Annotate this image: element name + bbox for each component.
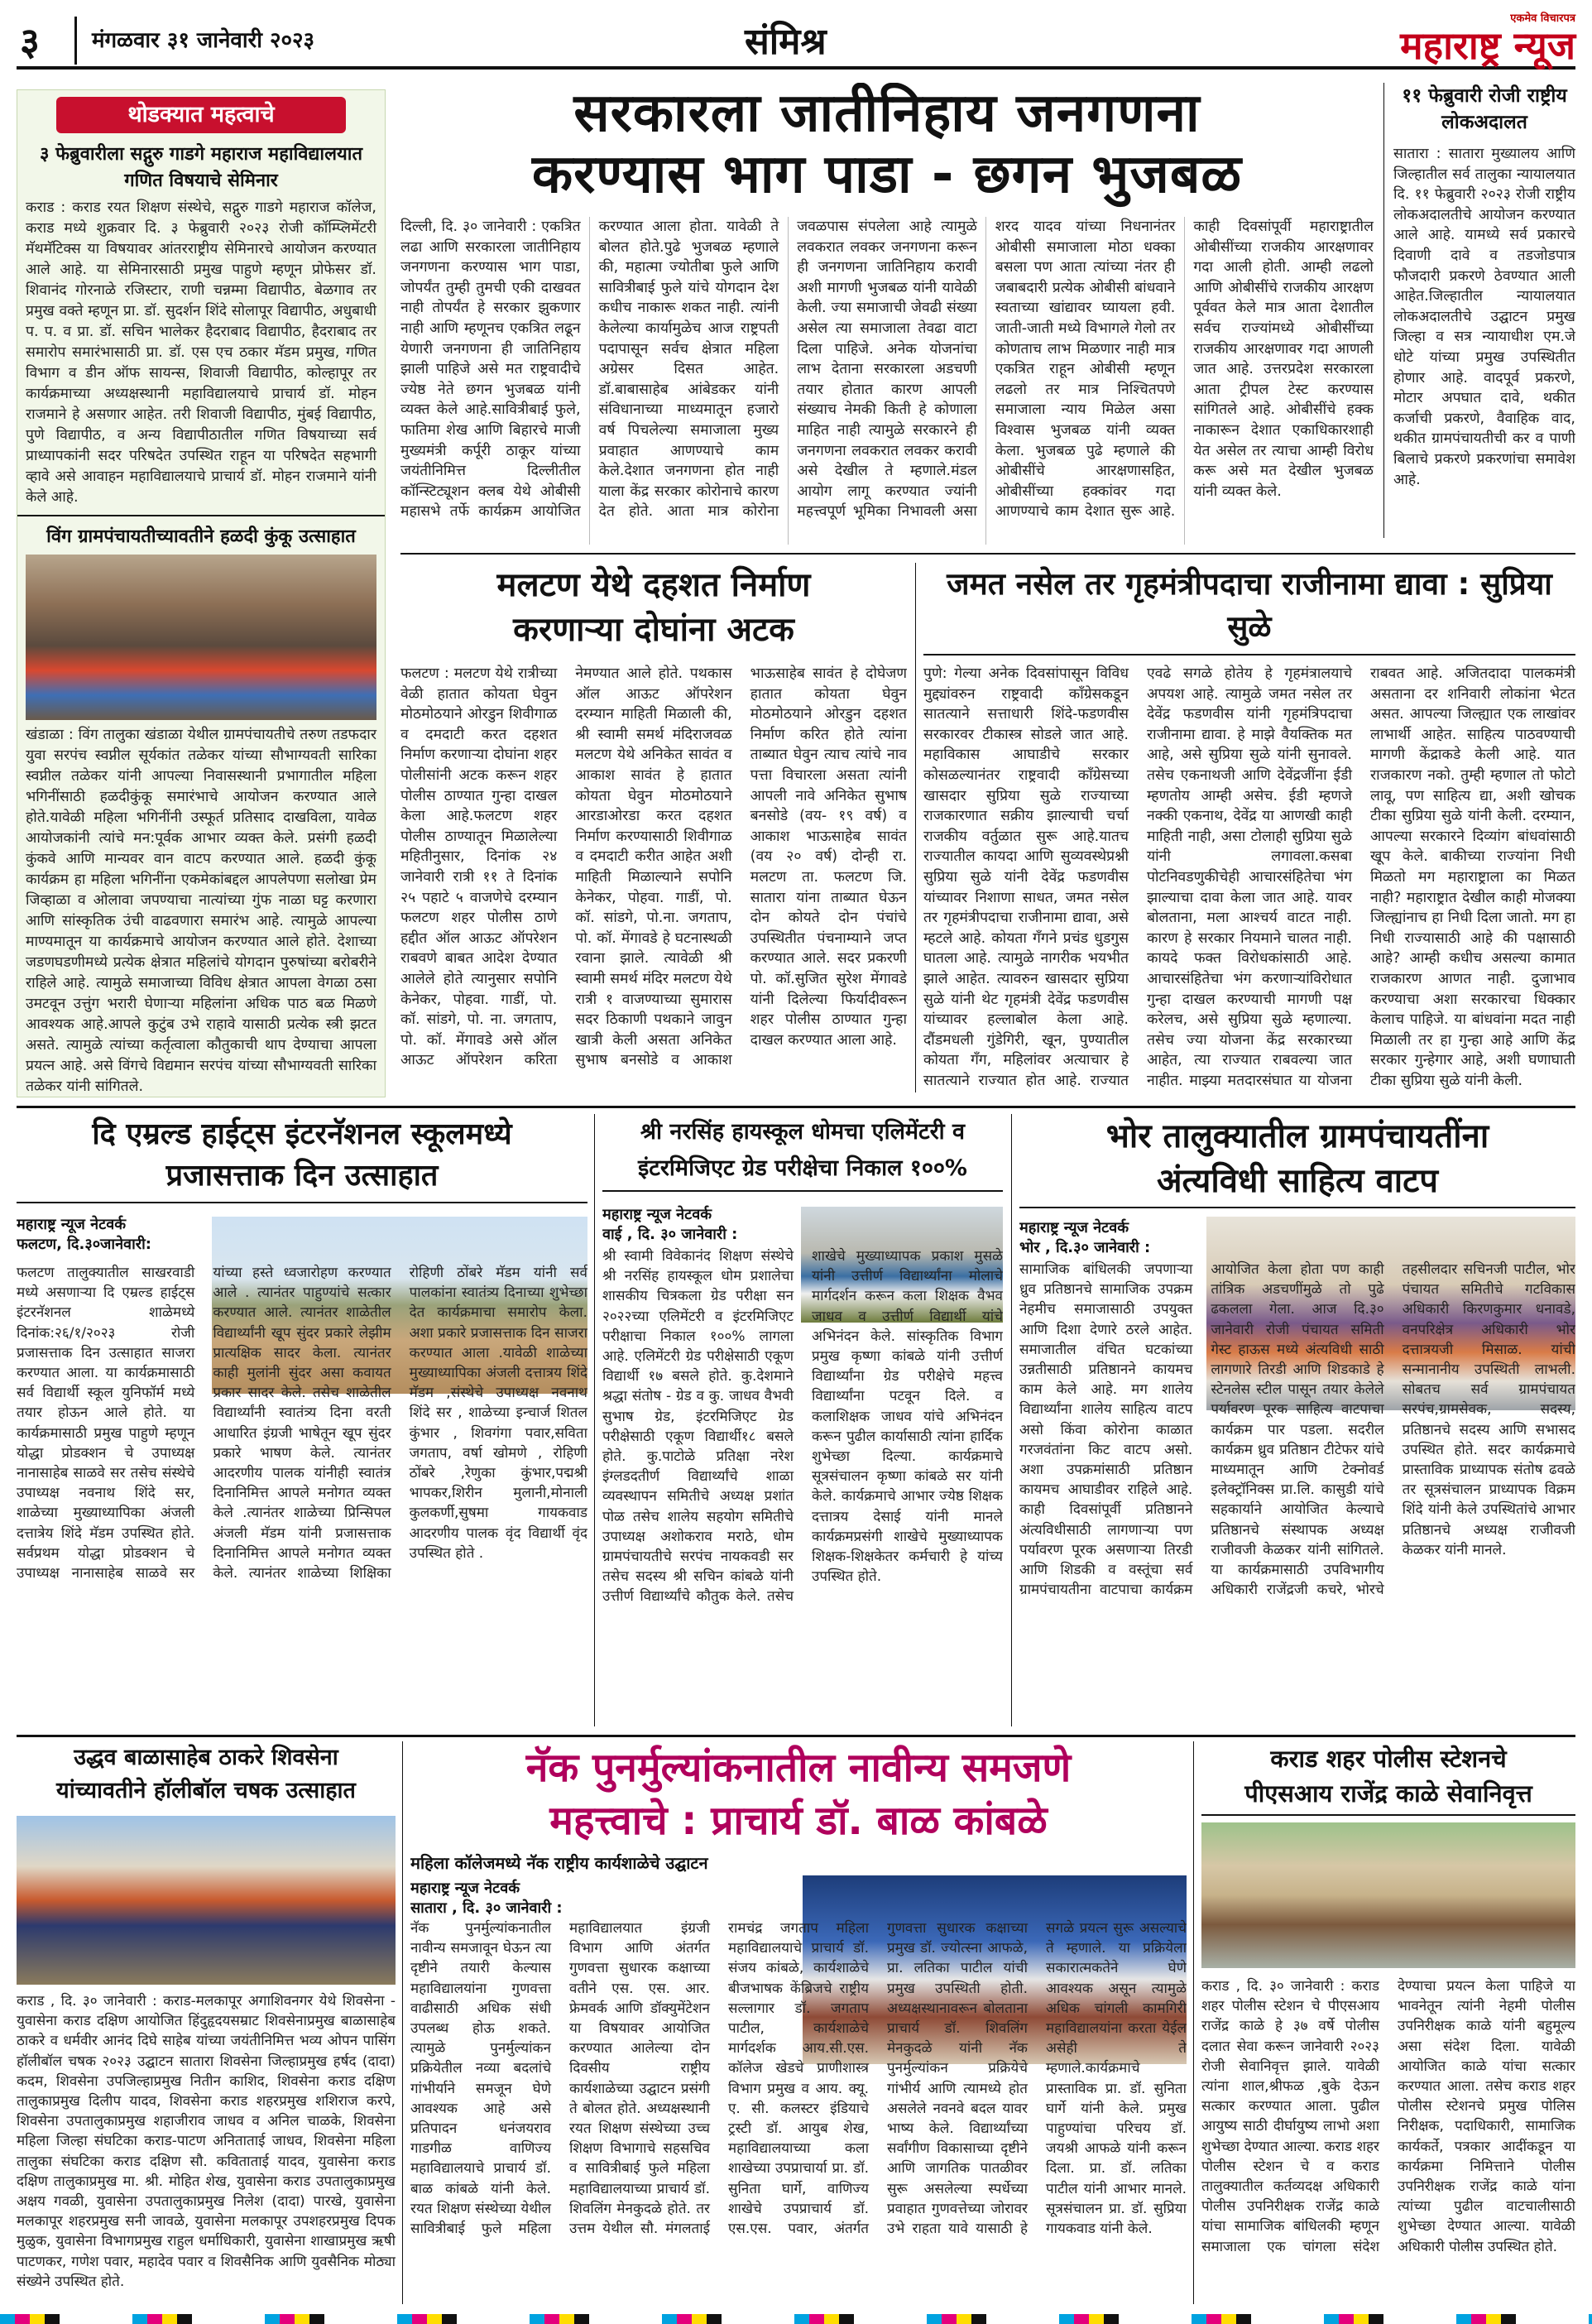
color-registration-bar (0, 2314, 1592, 2324)
uddhav-body: कराड , दि. ३० जानेवारी : कराड-मलकापूर अगाशिवनगर येथे शिवसेना - युवासेना कराड दक्षिण आयोजित हिंदुहृदयसम्राट शिवसेनाप्रमुख बाळासाहेब ठाकरे व धर्मवीर आनंद दिघे साहेब यांच्या जयंतीनिमित्त भव्य ओपन पासिंग हॉलीबॉल चषक २०२३ उद्घाटन सातारा शिवसेना जिल्हाप्रमुख हर्षद (दादा) कदम, शिवसेना उपजिल्हाप्रमुख नितीन काशिद, शिवसेना कराड दक्षिण तालुकाप्रमुख दिलीप यादव, शिवसेना कराड शहरप्रमुख शशिराज करपे, शिवसेना उपतालुकाप्रमुख शहाजीराव जाधव व अनिल चाळके, शिवसेना महिला जिल्हा संघटिका कराड-पाटण अनिताताई जाधव, शिवसेना महिला तालुका संघटिका कराड दक्षिण सौ. कविताताई यादव, युवासेना कराड दक्षिण तालुकाप्रमुख मा. श्री. मोहित शेख, युवासेना कराड उपतालुकाप्रमुख अक्षय गवळी, युवासेना उपतालुकाप्रमुख निलेश (दादा) पारखे, युवासेना मलकापूर शहरप्रमुख सनी जावळे, युवासेना मलकापूर उपशहरप्रमुख दिपक मुळुक, युवासेना विभागप्रमुख राहुल धर्माधिकारी, युवासेना शाखाप्रमुख ऋषी पाटणकर, गणेश पवार, महादेव पवार व शिवसैनिक आणि युवसैनिक मोठ्या संख्येने उपस्थित होते. (17, 1993, 396, 2290)
lokadalat-body: सातारा : सातारा मुख्यालय आणि जिल्हातील सर्व तालुका न्यायालयात दि. ११ फेब्रुवारी २०२३ रोजी राष्ट्रीय लोकअदालतीचे आयोजन करण्यात आले आहे. यामध्ये सर्व प्रकारचे दिवाणी दावे व तडजोडपात्र फौजदारी प्रकरणे ठेवण्यात आली आहेत.जिल्हातील न्यायालयात लोकअदालतीचे उद्घाटन प्रमुख जिल्हा व सत्र न्यायाधीश एम.जे धोटे यांच्या प्रमुख उपस्थितीत होणार आहे. वादपूर्व प्रकरणे, मोटार अपघात दावे, थकीत कर्जाची प्रकरणे, वैवाहिक वाद, थकीत ग्रामपंचायतीची कर व पाणी बिलाचे प्रकरणे प्रकरणांचा समावेश आहे. (1393, 146, 1575, 488)
bhor-byline: महाराष्ट्र न्यूज नेटवर्क भोर , दि.३० जानेवारी : (1019, 1219, 1151, 1256)
karad-headline: कराड शहर पोलीस स्टेशनचे पीएसआय राजेंद्र काळे सेवानिवृत्त (1201, 1741, 1575, 1816)
emerald-body: फलटण तालुक्यातील साखरवाडी मध्ये असणाऱ्या दि एम्रल्ड हाईट्स इंटरनॅशनल शाळेमध्ये दिनांक:२६/१/२०२३ रोजी प्रजासत्ताक दिन उत्साहात साजरा करण्यात आला. या कार्यक्रमासाठी सर्व विद्यार्थी स्कूल युनिफॉर्म मध्ये तयार होऊन आले होते. या कार्यक्रमासाठी प्रमुख पाहुणे म्हणून योद्धा प्रोडक्शन चे उपाध्यक्ष नानासाहेब साळवे सर तसेच संस्थेचे उपाध्यक्ष नवनाथ शिंदे सर, शाळेच्या मुख्याध्यापिका अंजली दत्तात्रेय शिंदे मॅडम उपस्थित होते. सर्वप्रथम योद्धा प्रोडक्शन चे उपाध्यक्ष नानासाहेब साळवे सर यांच्या हस्ते ध्वजारोहण करण्यात आले . त्यानंतर पाहुण्यांचे सत्कार करण्यात आले. त्यानंतर शाळेतील विद्यार्थ्यांनी खूप सुंदर प्रकारे लेझीम प्रात्यक्षिक सादर केला. त्यानंतर काही मुलांनी सुंदर असा कवायत प्रकार सादर केले. तसेच शाळेतील विद्यार्थ्यांनी स्वातंत्र्य दिना वरती आधारित इंग्रजी भाषेतून खूप सुंदर प्रकारे भाषण केले. त्यानंतर आदरणीय पालक यांनीही स्वातंत्र दिनानिमित्त आपले मनोगत व्यक्त केले .त्यानंतर शाळेच्या प्रिन्सिपल अंजली मॅडम यांनी प्रजासत्ताक दिनानिमित्त आपले मनोगत व्यक्त केले. त्यानंतर शाळेच्या शिक्षिका रोहिणी ठोंबरे मॅडम यांनी सर्व पालकांना स्वातंत्र्य दिनाच्या शुभेच्छा देत कार्यक्रमाचा समारोप केला. अशा प्रकारे प्रजासत्ताक दिन साजरा करण्यात आला .यावेळी शाळेच्या मुख्याध्यापिका अंजली दत्तात्रय शिंदे मॅडम ,संस्थेचे उपाध्यक्ष नवनाथ शिंदे सर , शाळेच्या इन्चार्ज शितल कुंभार , शिवगंगा पवार,सविता जगताप, वर्षा खोमणे , रोहिणी ठोंबरे ,रेणुका कुंभार,पद्मश्री भापकर,शिरीन मुलानी,मोनाली कुलकर्णी,सुषमा गायकवाड आदरणीय पालक वृंद विद्यार्थी वृंद उपस्थित होते . (17, 1265, 587, 1582)
bhor-body: सामाजिक बांधिलकी जपणाऱ्या ध्रुव प्रतिष्ठानचे सामाजिक उपक्रम नेहमीच समाजासाठी उपयुक्त आणि दिशा देणारे ठरले आहेत. समाजातील वंचित घटकांच्या उन्नतीसाठी प्रतिष्ठानने कायमच काम केले आहे. मग शालेय विद्यार्थ्यांना शालेय साहित्य वाटप असो किंवा कोरोना काळात गरजवंतांना किट वाटप असो. अशा उपक्रमांसाठी प्रतिष्ठान कायमच आघाडीवर राहिले आहे. काही दिवसांपूर्वी प्रतिष्ठानने अंत्यविधीसाठी लागणाऱ्या पण पर्यावरण पूरक असणाऱ्या तिरडी आणि शिडकी व वस्तूंचा सर्व ग्रामपंचायतीना वाटपाचा कार्यक्रम आयोजित केला होता पण काही तांत्रिक अडचणींमुळे तो पुढे ढकलला गेला. आज दि.३० जानेवारी रोजी पंचायत समिती गेस्ट हाऊस मध्ये अंत्यविधी साठी लागणारे तिरडी आणि शिडकाडे हे स्टेनलेस स्टील पासून तयार केलेले पर्यावरण पूरक साहित्य वाटपाचा कार्यक्रम पार पडला. सदरील कार्यक्रम ध्रुव प्रतिष्ठान टीटेफर यांचे माध्यमातून आणि टेक्नोवर्ड इलेक्ट्रॉनिक्स प्रा.लि. कासुडी यांचे सहकार्याने आयोजित केल्याचे प्रतिष्ठानचे संस्थापक अध्यक्ष राजीवजी केळकर यांनी सांगितले. या कार्यक्रमासाठी उपविभागीय अधिकारी राजेंद्रजी कचरे, भोरचे तहसीलदार सचिनजी पाटील, भोर पंचायत समितीचे गटविकास अधिकारी किरणकुमार धनावडे, वनपरिक्षेत्र अधिकारी भोर दत्तात्रयजी मिसाळ. यांची सन्मानानीय उपस्थिती लाभली. सोबतच सर्व ग्रामपंचायत सरपंच,ग्रामसेवक, सदस्य, प्रतिष्ठानचे सदस्य आणि सभासद उपस्थित होते. सदर कार्यक्रमाचे प्रास्ताविक प्राध्यापक संतोष ढवळे तर सूत्रसंचालन प्राध्यापक विक्रम शिंदे यांनी केले उपस्थितांचे आभार प्रतिष्ठानचे अध्यक्ष राजीवजी केळकर यांनी मानले. (1019, 1261, 1575, 1599)
narsinh-headline: श्री नरसिंह हायस्कूल धोमचा एलिमेंटरी व इंटरमिजिएट ग्रेड परीक्षेचा निकाल १००% (602, 1114, 1003, 1192)
emerald-headline: दि एम्रल्ड हाईट्स इंटरनॅशनल स्कूलमध्ये प्रजासत्ताक दिन उत्साहात (17, 1114, 587, 1203)
masthead (17, 12, 1575, 70)
narsinh-body: श्री स्वामी विवेकानंद शिक्षण संस्थेचे श्री नरसिंह हायस्कूल धोम प्रशालेचा शासकीय चित्रकला ग्रेड परीक्षा सन २०२२च्या एलिमेंटरी व इंटरमिजिएट परीक्षाचा निकाल १००% लागला आहे. एलिमेंटरी ग्रेड परीक्षेसाठी एकूण विद्यार्थी १७ बसले होते. कु.देशमाने श्रद्धा संतोष - ग्रेड व कु. जाधव वैभवी सुभाष ग्रेड, इंटरमिजिएट ग्रेड परीक्षेसाठी एकूण विद्यार्थी१८ बसले होते. कु.पाटोळे प्रतिक्षा नरेश इंग्लडदतीर्ण विद्यार्थ्यांचे शाळा व्यवस्थापन समितीचे अध्यक्ष प्रशांत पोळ तसेच शालेय सहयोग समितीचे उपाध्यक्ष अशोकराव मराठे, धोम ग्रामपंचायतीचे सरपंच नायकवडी सर तसेच सदस्य श्री सचिन कांबळे यांनी उत्तीर्ण विद्यार्थ्यांचे कौतुक केले. तसेच शाखेचे मुख्याध्यापक प्रकाश मुसळे यांनी उत्तीर्ण विद्यार्थ्यांना मोलाचे मार्गदर्शन करून कला शिक्षक वैभव जाधव व उत्तीर्ण विद्यार्थी यांचे अभिनंदन केले. सांस्कृतिक विभाग प्रमुख कृष्णा कांबळे यांनी उत्तीर्ण विद्यार्थ्यांना ग्रेड परीक्षेचे महत्त्व विद्यार्थ्यांना पटवून दिले. व कलाशिक्षक जाधव यांचे अभिनंदन करून पुढील कार्यासाठी त्यांना हार्दिक शुभेच्छा दिल्या. कार्यक्रमाचे सूत्रसंचालन कृष्णा कांबळे सर यांनी केले. कार्यक्रमाचे आभार ज्येष्ठ शिक्षक दत्तात्रय देसाई यांनी मानले कार्यक्रमप्रसंगी शाखेचे मुख्याध्यापक शिक्षक-शिक्षकेतर कर्मचारी हे यांच्य उपस्थित होते. (602, 1248, 1003, 1606)
issue-date: मंगळवार ३१ जानेवारी २०२३ (74, 17, 314, 65)
naac-byline: महाराष्ट्र न्यूज नेटवर्क सातारा , दि. ३० जानेवारी : (410, 1880, 563, 1917)
page-number: ३ (20, 19, 40, 64)
naac-subtitle: महिला कॉलेजमध्ये नॅक राष्ट्रीय कार्यशाळेचे उद्घाटन (410, 1853, 708, 1873)
lead-body: दिल्ली, दि. ३० जानेवारी : एकत्रित लढा आणि सरकारला जातीनिहाय जनगणना करण्यास भाग पाडा, जोपर्यंत तुम्ही तुमची एकी दाखवत नाही तोपर्यंत हे सरकार झुकणार नाही आणि म्हणूनच एकत्रित लढून येणारी जनगणना ही जातिनिहाय झाली पाहिजे असे मत राष्ट्रवादीचे ज्येष्ठ नेते छगन भुजबळ यांनी व्यक्त केले आहे.सावित्रीबाई फुले, फातिमा शेख आणि बिहारचे माजी मुख्यमंत्री कर्पूरी ठाकूर यांच्या जयंतीनिमित्त दिल्लीतील कॉन्स्टिट्यूशन क्लब येथे ओबीसी महासभे तर्फे कार्यक्रम आयोजित करण्यात आला होता. यावेळी ते बोलत होते.पुढे भुजबळ म्हणाले की, महात्मा ज्योतीबा फुले आणि सावित्रीबाई फुले यांचे योगदान देश कधीच नाकारू शकत नाही. त्यांनी केलेल्या कार्यामुळेच आज राष्ट्रपती पदापासून सर्वच क्षेत्रात महिला अग्रेसर दिसत आहेत. डॉ.बाबासाहेब आंबेडकर यांनी संविधानाच्या माध्यमातून हजारो वर्ष पिचलेल्या समाजाला मुख्य प्रवाहात आणण्याचे काम केले.देशात जनगणना होत नाही याला केंद्र सरकार कोरोनाचे कारण देत होते. आता मात्र कोरोना जवळपास संपलेला आहे त्यामुळे लवकरात लवकर जनगणना करून ही जनगणना जातिनिहाय करावी अशी मागणी भुजबळ यांनी यावेळी केली. ज्या समाजाची जेवढी संख्या असेल त्या समाजाला तेवढा वाटा दिला पाहिजे. अनेक योजनांचा लाभ देताना सरकारला अडचणी तयार होतात कारण आपली संख्याच नेमकी किती हे कोणाला माहित नाही त्यामुळे सरकारने ही जनगणना लवकरात लवकर करावी असे देखील ते म्हणाले.मंडल आयोग लागू करण्यात ज्यांनी महत्त्वपूर्ण भूमिका निभावली असा शरद यादव यांच्या निधनानंतर ओबीसी समाजाला मोठा धक्का बसला पण आता त्यांच्या नंतर ही जबाबदारी प्रत्येक ओबीसी बांधवाने स्वताच्या खांद्यावर घ्यायला हवी. जाती-जाती मध्ये विभागले गेलो तर कोणताच लाभ मिळणार नाही मात्र एकत्रित राहून ओबीसी म्हणून लढलो तर मात्र निश्चितपणे समाजाला न्याय मिळेल असा विश्वास भुजबळ यांनी व्यक्त केला. भुजबळ पुढे म्हणाले की ओबीसींचे आरक्षणासहित, ओबीसींच्या हक्कांवर गदा आणण्याचे काम देशात सुरू आहे. काही दिवसांपूर्वी महाराष्ट्रातील ओबीसींच्या राजकीय आरक्षणावर गदा आली होती. आम्ही लढलो आणि ओबीसींचे राजकीय आरक्षण पूर्ववत केले मात्र आता देशातील सर्वच राज्यांमध्ये ओबीसींच्या राजकीय आरक्षणावर गदा आणली जात आहे. उत्तरप्रदेश सरकारला आता ट्रीपल टेस्ट करण्यास सांगितले आहे. ओबीसींचे हक्क नाकारून देशात एकाधिकारशाही येत असेल तर त्याचा आम्ही विरोध करू असे मत देखील भुजबळ यांनी व्यक्त केले. (400, 218, 1374, 521)
uddhav-story (17, 1741, 396, 2304)
bhor-headline: भोर तालुक्यातील ग्रामपंचायतींना अंत्यविधी साहित्य वाटप (1019, 1114, 1575, 1208)
lokadalat-title: ११ फेब्रुवारी रोजी राष्ट्रीय लोकअदालत (1402, 85, 1567, 133)
newspaper-logo: एकमेव विचारपत्र महाराष्ट्र न्यूज (1400, 12, 1575, 68)
lokadalat-story (1393, 83, 1575, 546)
karad-story (1201, 1741, 1575, 2304)
brief-panel (17, 89, 386, 1097)
uddhav-headline: उद्धव बाळासाहेब ठाकरे शिवसेना यांच्यावतीने हॉलीबॉल चषक उत्साहात (56, 1745, 356, 1803)
narsinh-story (602, 1114, 1003, 1728)
bhor-story (1019, 1114, 1575, 1728)
supriya-body: पुणे: गेल्या अनेक दिवसांपासून विविध मुद्द्यांवरुन राष्ट्रवादी काँग्रेसकडून सातत्याने सत्ताधारी शिंदे-फडणवीस सरकारवर टीकास्त्र सोडले जात आहे. महाविकास आघाडीचे सरकार कोसळल्यानंतर राष्ट्रवादी काँग्रेसच्या खासदार सुप्रिया सुळे राज्याच्या राजकारणात सक्रीय झाल्याची चर्चा राजकीय वर्तुळात सुरू आहे.यातच राज्यातील कायदा आणि सुव्यवस्थेप्रश्नी सुप्रिया सुळे यांनी देवेंद्र फडणवीस यांच्यावर निशाणा साधत, जमत नसेल तर गृहमंत्रीपदाचा राजीनामा द्यावा, असे म्हटले आहे. कोयता गँगने प्रचंड धुडगुस घातला आहे. त्यामुळे नागरीक भयभीत झाले आहेत. त्यावरुन खासदार सुप्रिया सुळे यांनी थेट गृहमंत्री देवेंद्र फडणवीस यांच्यावर हल्लाबोल केला आहे. दौंडमधली गुंडेगिरी, खून, पुण्यातील कोयता गँग, महिलांवर अत्याचार हे सातत्याने राज्यात होत आहे. राज्यात एवढे सगळे होतेय हे गृहमंत्रालयाचे अपयश आहे. त्यामुळे जमत नसेल तर देवेंद्र फडणवीस यांनी गृहमंत्रिपदाचा राजीनामा द्यावा. हे माझे वैयक्तिक मत आहे, असे सुप्रिया सुळे यांनी सुनावले. तसेच एकनाथजी आणि देवेंद्रजींना ईडी म्हणतोय आम्ही असेच. ईडी म्हणजे नक्की एकनाथ, देवेंद्र या आणखी काही माहिती नाही, असा टोलाही सुप्रिया सुळे यांनी लगावला.कसबा पोटनिवडणुकीचेही आचारसंहितेचा भंग झाल्याचा दावा केला जात आहे. यावर बोलताना, मला आश्चर्य वाटत नाही. कारण हे सरकार नियमाने चालत नाही. कायदे फक्त विरोधकांसाठी आहे. आचारसंहितेचा भंग करणाऱ्यांविरोधात गुन्हा दाखल करण्याची मागणी पक्ष करेलच, असे सुप्रिया सुळे म्हणाल्या. तसेच ज्या योजना केंद्र सरकारच्या आहेत, त्या राज्यात राबवल्या जात नाहीत. माझ्या मतदारसंघात या योजना राबवत आहे. अजितदादा पालकमंत्री असताना दर शनिवारी लोकांना भेटत असत. आपल्या जिल्ह्यात एक लाखांवर लाभार्थी आहेत. साहित्य पाठवण्याची मागणी केंद्राकडे केली आहे. यात राजकारण नको. तुम्ही म्हणाल तो फोटो लावू, पण साहित्य द्या, अशी खोचक टीका सुप्रिया सुळे यांनी केली. दरम्यान, आपल्या सरकारने दिव्यांग बांधवांसाठी खूप केले. बाकीच्या राज्यांना निधी मिळतो मग महाराष्ट्राला का मिळत नाही? महाराष्ट्रात देखील काही मोजक्या जिल्ह्यांनाच हा निधी दिला जातो. मग हा निधी राज्यासाठी आहे की पक्षासाठी आहे? आम्ही कधीच असल्या कामात राजकारण आणत नाही. दुजाभाव करण्याचा अशा सरकारचा धिक्कार केलाच पाहिजे. या बांधवांना मदत नाही मिळाली तर हा गुन्हा आहे आणि केंद्र सरकार गुन्हेगार आहे, अशी घणाघाती टीका सुप्रिया सुळे यांनी केली. (923, 665, 1575, 1089)
supriya-headline: जमत नसेल तर गृहमंत्रीपदाचा राजीनामा द्यावा : सुप्रिया सुळे (923, 563, 1575, 655)
lead-story (400, 83, 1374, 546)
karad-body: कराड , दि. ३० जानेवारी : कराड शहर पोलीस स्टेशन चे पीएसआय राजेंद्र काळे हे ३७ वर्षे पोलीस दलात सेवा करून जानेवारी २०२३ रोजी सेवानिवृत्त झाले. यावेळी त्यांना शाल,श्रीफळ ,बुके देऊन सत्कार करण्यात आला. पुढील आयुष्य साठी दीर्घायुष्य लाभो अशा शुभेच्छा देण्यात आल्या. कराड शहर पोलीस स्टेशन चे व कराड तालुक्यातील कर्तव्यदक्ष अधिकारी पोलीस उपनिरीक्षक राजेंद्र काळे यांचा सामाजिक बांधिलकी म्हणून समाजाला एक चांगला संदेश देण्याचा प्रयत्न केला पाहिजे या भावनेतून त्यांनी नेहमी पोलीस उपनिरीक्षक काळे यांनी बहुमूल्य असा संदेश दिला. यावेळी आयोजित काळे यांचा सत्कार करण्यात आला. तसेच कराड शहर पोलीस स्टेशनचे प्रमुख पोलिस निरीक्षक, पदाधिकारी, सामाजिक कार्यकर्ते, पत्रकार आदींकडून या कार्यक्रमा निमित्ताने पोलीस उपनिरीक्षक राजेंद्र काळे यांना त्यांच्या पुढील वाटचालीसाठी शुभेच्छा देण्यात आल्या. यावेळी अधिकारी पोलीस उपस्थित होते. (1201, 1978, 1575, 2255)
uddhav-photo (17, 1816, 396, 1985)
emerald-byline: महाराष्ट्र न्यूज नेटवर्क फलटण, दि.३०जानेवारी: (17, 1216, 151, 1253)
phaltan-body: फलटण : मलटण येथे रात्रीच्या वेळी हातात कोयता घेवुन मोठमोठयाने ओरडुन शिवीगाळ व दमदाटी करत दहशत निर्माण करणाऱ्या दोघांना शहर पोलीसांनी अटक करून शहर पोलीस ठाण्यात गुन्हा दाखल केला आहे.फलटण शहर पोलीस ठाण्यातून मिळालेल्या महितीनुसार, दिनांक २४ जानेवारी रात्री ११ ते दिनांक २५ पहाटे ५ वाजणेचे दरम्यान फलटण शहर पोलीस ठाणे हद्दीत ऑल आऊट ऑपरेशन राबवणे बाबत आदेश देण्यात आलेले होते त्यानुसार सपोनि केनेकर, पोहवा. गाडीं, पो. कॉ. सांडगे, पो. ना. जगताप, पो. कॉ. मेंगावडे असे ऑल आऊट ऑपरेशन करिता नेमण्यात आले होते. पथकास ऑल आऊट ऑपरेशन दरम्यान माहिती मिळाली की, श्री स्वामी समर्थ मंदिराजवळ मलटण येथे अनिकेत सावंत व आकाश सावंत हे हातात कोयता घेवुन मोठमोठयाने आरडाओरडा करत दहशत निर्माण करण्यासाठी शिवीगाळ व दमदाटी करीत आहेत अशी माहिती मिळाल्याने सपोनि केनेकर, पोहवा. गाडीं, पो. कॉ. सांडगे, पो.ना. जगताप, पो. कॉ. मेंगावडे हे घटनास्थळी रवाना झाले. त्यावेळी श्री स्वामी समर्थ मंदिर मलटण येथे रात्री १ वाजण्याच्या सुमारास सदर ठिकाणी पथकाने जावुन खात्री केली असता अनिकेत सुभाष बनसोडे व आकाश भाऊसाहेब सावंत हे दोघेजण हातात कोयता घेवुन मोठमोठयाने ओरडुन दहशत निर्माण करित होते त्यांना ताब्यात घेवुन त्याच त्यांचे नाव पत्ता विचारला असता त्यांनी आपली नावे अनिकेत सुभाष बनसोडे (वय- १९ वर्ष) व आकाश भाऊसाहेब सावंत (वय २० वर्ष) दोन्ही रा. मलटण ता. फलटण जि. सातारा यांना ताब्यात घेऊन दोन कोयते दोन पंचांचे उपस्थितीत पंचनाम्याने जप्त करण्यात आले. सदर प्रकरणी पो. कॉ.सुजित सुरेश मेंगावडे यांनी दिलेल्या फिर्यादीवरून शहर पोलीस ठाण्यात गुन्हा दाखल करण्यात आला आहे. (400, 665, 907, 1069)
brief-body: कराड : कराड रयत शिक्षण संस्थेचे, सद्गुरु गाडगे महाराज कॉलेज, कराड मध्ये शुक्रवार दि. ३ फेब्रुवारी २०२३ रोजी कॉम्प्लिमेंटरी मॅथमॅटिक्स या विषयावर आंतरराष्ट्रीय सेमिनारचे आयोजन करण्यात आले आहे. या सेमिनारसाठी प्रमुख पाहुणे म्हणून प्रोफेसर डॉ. शिवानंद गोरनाळे रजिस्टार, राणी चन्नम्मा विद्यापीठ, बेळगाव तर प्रमुख वक्ते म्हणून प्रा. डॉ. सुदर्शन शिंदे सोलापूर विद्यापीठ, अधुबाधी प. प. व प्रा. डॉ. सचिन भालेकर हैदराबाद विद्यापीठ, हैदराबाद तर समारोप समारंभासाठी प्रा. डॉ. एस एच ठकार मॅडम प्रमुख, गणित विभाग व डीन ऑफ सायन्स, शिवाजी विद्यापीठ, कोल्हापूर तर कार्यक्रमाच्या अध्यक्षस्थानी महाविद्यालयाचे प्राचार्य डॉ. मोहन राजमाने हे असणार आहेत. तरी शिवाजी विद्यापीठ, मुंबई विद्यापीठ, पुणे विद्यापीठ, व अन्य विद्यापीठातील गणित विषयाच्या सर्व प्राध्यापकांनी सदर परिषदेत उपस्थित राहून या परिषदेत सहभागी व्हावे असे आवाहन महाविद्यालयाचे प्राचार्य डॉ. मोहन राजमाने यांनी केले आहे. (26, 199, 376, 506)
lead-headline: सरकारला जातीनिहाय जनगणना करण्यास भाग पाडा - छगन भुजबळ (531, 83, 1243, 205)
phaltan-story (400, 563, 907, 1101)
haldi-photo (26, 555, 376, 720)
supriya-story (923, 563, 1575, 1101)
haldi-title: विंग ग्रामपंचायतीच्यावतीने हळदी कुंकू उत्साहात (17, 515, 385, 555)
brief-label: थोडक्यात महत्वाचे (56, 97, 346, 133)
haldi-body: खंडाळा : विंग तालुका खंडाळा येथील ग्रामपंचायतीचे तरुण तडफदार युवा सरपंच स्वप्नील सूर्यकांत तळेकर यांच्या सौभाग्यवती सारिका स्वप्नील तळेकर यांनी आपल्या निवासस्थानी प्रभागातील महिला भगिनींसाठी हळदीकुंकू समारंभाचे आयोजन करण्यात आले होते.यावेळी महिला भगिनींनी उस्फूर्त प्रतिसाद दाखविला, यावेळ आयोजकांनी त्यांचे मन:पूर्वक आभार व्यक्त केले. प्रसंगी हळदी कुंकवे आणि मान्यवर वान वाटप करण्यात आले. हळदी कुंकू कार्यक्रम हा महिला भगिनींना एकमेकांबद्दल आपलेपणा सलोखा प्रेम जिव्हाळा व ओलावा जपण्याचा नात्यांच्या गुंफ नाळा घट्ट करणारा आणि सांस्कृतिक उंची वाढवणारा समारंभ आहे. त्यामुळे आपल्या माण्यमातून या कार्यक्रमाचे आयोजन करण्यात आले होते. देशाच्या जडणघडणीमध्ये प्रत्येक क्षेत्रात महिलांचे योगदान पुरुषांच्या बरोबरीने राहिले आहे. त्यामुळे समाजाच्या विविध क्षेत्रात आपला वेगळा ठसा उमटवून उत्तुंग भरारी घेणाऱ्या महिलांना अधिक पाठ बळ मिळणे आवश्यक आहे.आपले कुटुंब उभे राहावे यासाठी प्रत्येक स्त्री झटत असते. त्यामुळे त्यांच्या कर्तृत्वाला कौतुकाची थाप देण्याचा आपला प्रयत्न आहे. असे विंगचे विद्यमान सरपंच यांच्या सौभाग्यवती सारिका तळेकर यांनी सांगितले. (26, 727, 376, 1095)
karad-photo (1201, 1822, 1575, 1968)
naac-headline: नॅक पुनर्मुल्यांकनातील नावीन्य समजणे महत्त्वाचे : प्राचार्य डॉ. बाळ कांबळे (525, 1745, 1072, 1844)
phaltan-headline: मलटण येथे दहशत निर्माण करणाऱ्या दोघांना अटक (496, 566, 811, 649)
narsinh-byline: महाराष्ट्र न्यूज नेटवर्क वाई , दि. ३० जानेवारी : (602, 1206, 738, 1243)
naac-body: नॅक पुनर्मुल्यांकनातील नावीन्य समजावून घेऊन त्या दृष्टीने तयारी केल्यास महाविद्यालयांना गुणवत्ता वाढीसाठी अधिक संधी उपलब्ध होऊ शकते. त्यामुळे पुनर्मुल्यांकन प्रक्रियेतील नव्या बदलांचे गांभीर्याने समजून घेणे आवश्यक आहे असे प्रतिपादन धनंजयराव गाडगीळ वाणिज्य महाविद्यालयाचे प्राचार्य डॉ. बाळ कांबळे यांनी केले. रयत शिक्षण संस्थेच्या येथील सावित्रीबाई फुले महिला महाविद्यालयात इंग्रजी विभाग आणि अंतर्गत गुणवत्ता सुधारक कक्षाच्या वतीने एस. एस. आर. फ्रेमवर्क आणि डॉक्युमेंटेशन या विषयावर आयोजित करण्यात आलेल्या दोन दिवसीय राष्ट्रीय कार्यशाळेच्या उद्घाटन प्रसंगी ते बोलत होते. अध्यक्षस्थानी रयत शिक्षण संस्थेच्या उच्च शिक्षण विभागाचे सहसचिव व सावित्रीबाई फुले महिला महाविद्यालयाच्या प्राचार्य डॉ. शिवलिंग मेनकुदळे होते. तर उत्तम येथील सौ. मंगलताई रामचंद्र जगताप महिला महाविद्यालयाचे प्राचार्य डॉ. संजय कांबळे, कार्यशाळेचे बीजभाषक केंब्रिजचे राष्ट्रीय सल्लागार डॉ. जगताप पाटील, कार्यशाळेचे मार्गदर्शक आय.सी.एस. कॉलेज खेडचे प्राणीशास्त्र विभाग प्रमुख व आय. क्यू. ए. सी. कलस्टर इंडियाचे ट्रस्टी डॉ. आयुब शेख, महाविद्यालयाच्या कला शाखेच्या उपप्राचार्या प्रा. डॉ. सुनिता घार्गे, वाणिज्य शाखेचे उपप्राचार्य डॉ. एस.एस. पवार, अंतर्गत गुणवत्ता सुधारक कक्षाच्या प्रमुख डॉ. ज्योत्स्ना आफळे, प्रा. लतिका पाटील यांची प्रमुख उपस्थिती होती. अध्यक्षस्थानावरून बोलताना प्राचार्य डॉ. शिवलिंग मेनकुदळे यांनी नॅक पुनर्मुल्यांकन प्रक्रियेचे गांभीर्य आणि त्यामध्ये होत असलेले नवनवे बदल यावर भाष्य केले. विद्यार्थ्यांच्या सर्वांगीण विकासाच्या दृष्टीने आणि जागतिक पातळीवर सुरू असलेल्या स्पर्धेच्या प्रवाहात गुणवत्तेच्या जोरावर उभे राहता यावे यासाठी हे सगळे प्रयत्न सुरू असल्याचे ते म्हणाले. या प्रक्रियेला सकारात्मकतेने घेणे आवश्यक असून त्यामुळे अधिक चांगली कामगिरी महाविद्यालयांना करता येईल असेही ते म्हणाले.कार्यक्रमाचे प्रास्ताविक प्रा. डॉ. सुनिता घार्गे यांनी केले. प्रमुख पाहुण्यांचा परिचय डॉ. जयश्री आफळे यांनी करून दिला. प्रा. डॉ. लतिका पाटील यांनी आभार मानले. सूत्रसंचालन प्रा. डॉ. सुप्रिया गायकवाड यांनी केले. (410, 1920, 1187, 2238)
section-title: संमिश्र (745, 21, 827, 63)
brief-title: ३ फेब्रुवारीला सद्गुरु गाडगे महाराज महाविद्यालयात गणित विषयाचे सेमिनार (40, 144, 362, 191)
naac-story (410, 1741, 1187, 2304)
emerald-story (17, 1114, 587, 1728)
